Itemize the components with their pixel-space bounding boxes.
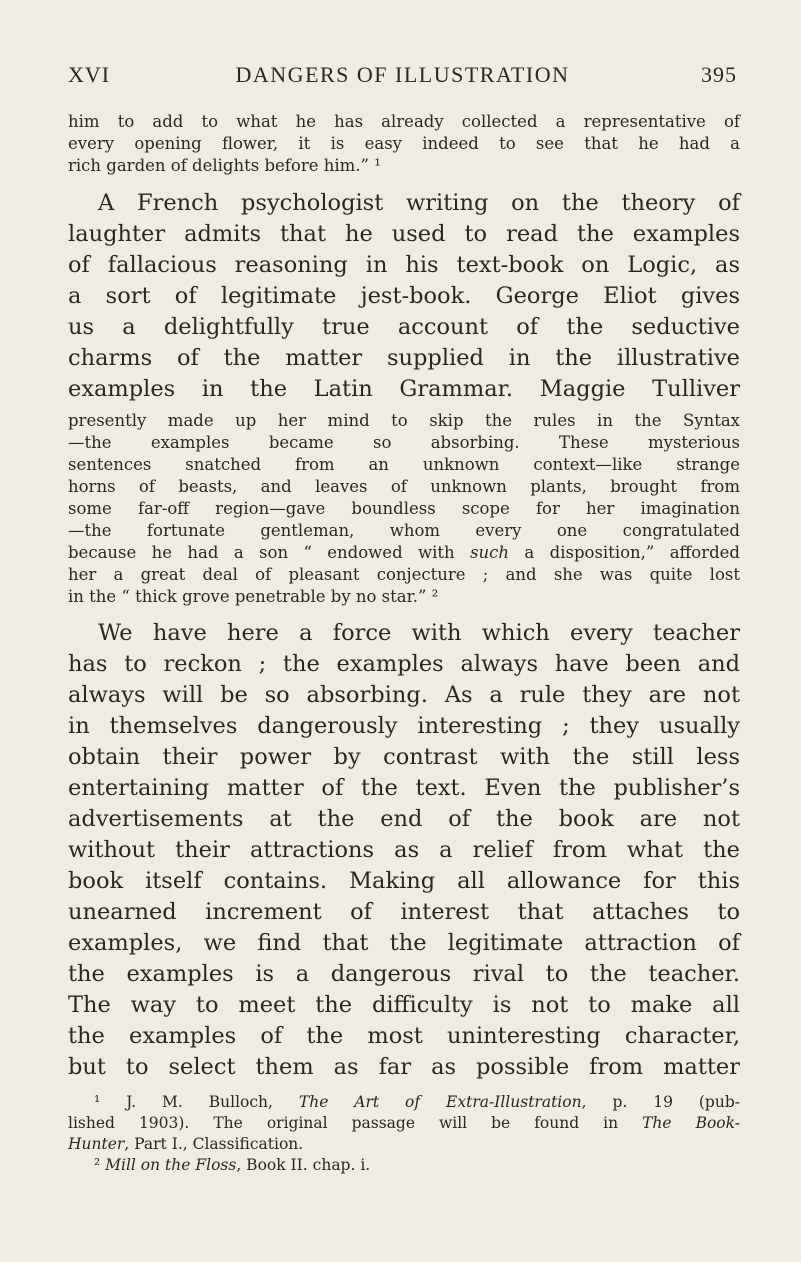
text-line: —the fortunate gentleman, whom every one congratulated bbox=[68, 521, 740, 540]
running-head bbox=[68, 62, 737, 92]
text-line: a sort of legitimate jest-book. George Eliot gives bbox=[68, 283, 740, 309]
text-line: because he had a son “ endowed with such a disposition,” afforded bbox=[68, 543, 740, 562]
text-line: every opening flower, it is easy indeed to see that he had a bbox=[68, 134, 740, 153]
chapter-title: DANGERS OF ILLUSTRATION bbox=[235, 62, 570, 87]
text-line: laughter admits that he used to read the examples bbox=[68, 221, 740, 247]
text-line: rich garden of delights before him.” ¹ bbox=[68, 156, 381, 175]
text-line: obtain their power by contrast with the still less bbox=[68, 744, 740, 770]
text-line: the examples of the most uninteresting character, bbox=[68, 1023, 740, 1049]
text-line: unearned increment of interest that attaches to bbox=[68, 899, 740, 925]
footnote-1: ¹ J. M. Bulloch, The Art of Extra-Illustration, p. 19 (pub- bbox=[94, 1093, 740, 1111]
text-line: The way to meet the difficulty is not to make all bbox=[68, 992, 740, 1018]
text-line: in themselves dangerously interesting ; they usually bbox=[68, 713, 740, 739]
text-line: but to select them as far as possible from matter bbox=[68, 1054, 740, 1080]
page-number: 395 bbox=[701, 62, 737, 87]
text-line: book itself contains. Making all allowance for this bbox=[68, 868, 740, 894]
text-line: presently made up her mind to skip the rules in the Syntax bbox=[68, 411, 740, 430]
text-line: We have here a force with which every teacher bbox=[98, 620, 740, 646]
text-line: some far-off region—gave boundless scope for her imagination bbox=[68, 499, 740, 518]
text-line: her a great deal of pleasant conjecture ; and she was quite lost bbox=[68, 565, 740, 584]
chapter-number: XVI bbox=[68, 62, 111, 87]
text-line: charms of the matter supplied in the illustrative bbox=[68, 345, 740, 371]
text-line: sentences snatched from an unknown context—like strange bbox=[68, 455, 740, 474]
text-line: entertaining matter of the text. Even the publisher’s bbox=[68, 775, 740, 801]
text-line: the examples is a dangerous rival to the teacher. bbox=[68, 961, 740, 987]
text-line: has to reckon ; the examples always have been and bbox=[68, 651, 740, 677]
text-line: in the “ thick grove penetrable by no star.” ² bbox=[68, 587, 439, 606]
text-line: always will be so absorbing. As a rule they are not bbox=[68, 682, 740, 708]
text-line: horns of beasts, and leaves of unknown plants, brought from bbox=[68, 477, 740, 496]
text-line: A French psychologist writing on the theory of bbox=[98, 190, 740, 216]
text-line: without their attractions as a relief from what the bbox=[68, 837, 740, 863]
text-line: examples in the Latin Grammar. Maggie Tulliver bbox=[68, 376, 740, 402]
text-line: advertisements at the end of the book are not bbox=[68, 806, 740, 832]
footnote-1-continued: lished 1903). The original passage will be found in The Book- bbox=[68, 1114, 740, 1132]
footnote-1-continued: Hunter, Part I., Classification. bbox=[68, 1135, 304, 1153]
text-line: him to add to what he has already collected a representative of bbox=[68, 112, 740, 131]
text-line: of fallacious reasoning in his text-book on Logic, as bbox=[68, 252, 740, 278]
text-line: us a delightfully true account of the seductive bbox=[68, 314, 740, 340]
footnote-2: ² Mill on the Floss, Book II. chap. i. bbox=[94, 1156, 371, 1174]
text-line: —the examples became so absorbing. These mysterious bbox=[68, 433, 740, 452]
text-line: examples, we find that the legitimate attraction of bbox=[68, 930, 740, 956]
